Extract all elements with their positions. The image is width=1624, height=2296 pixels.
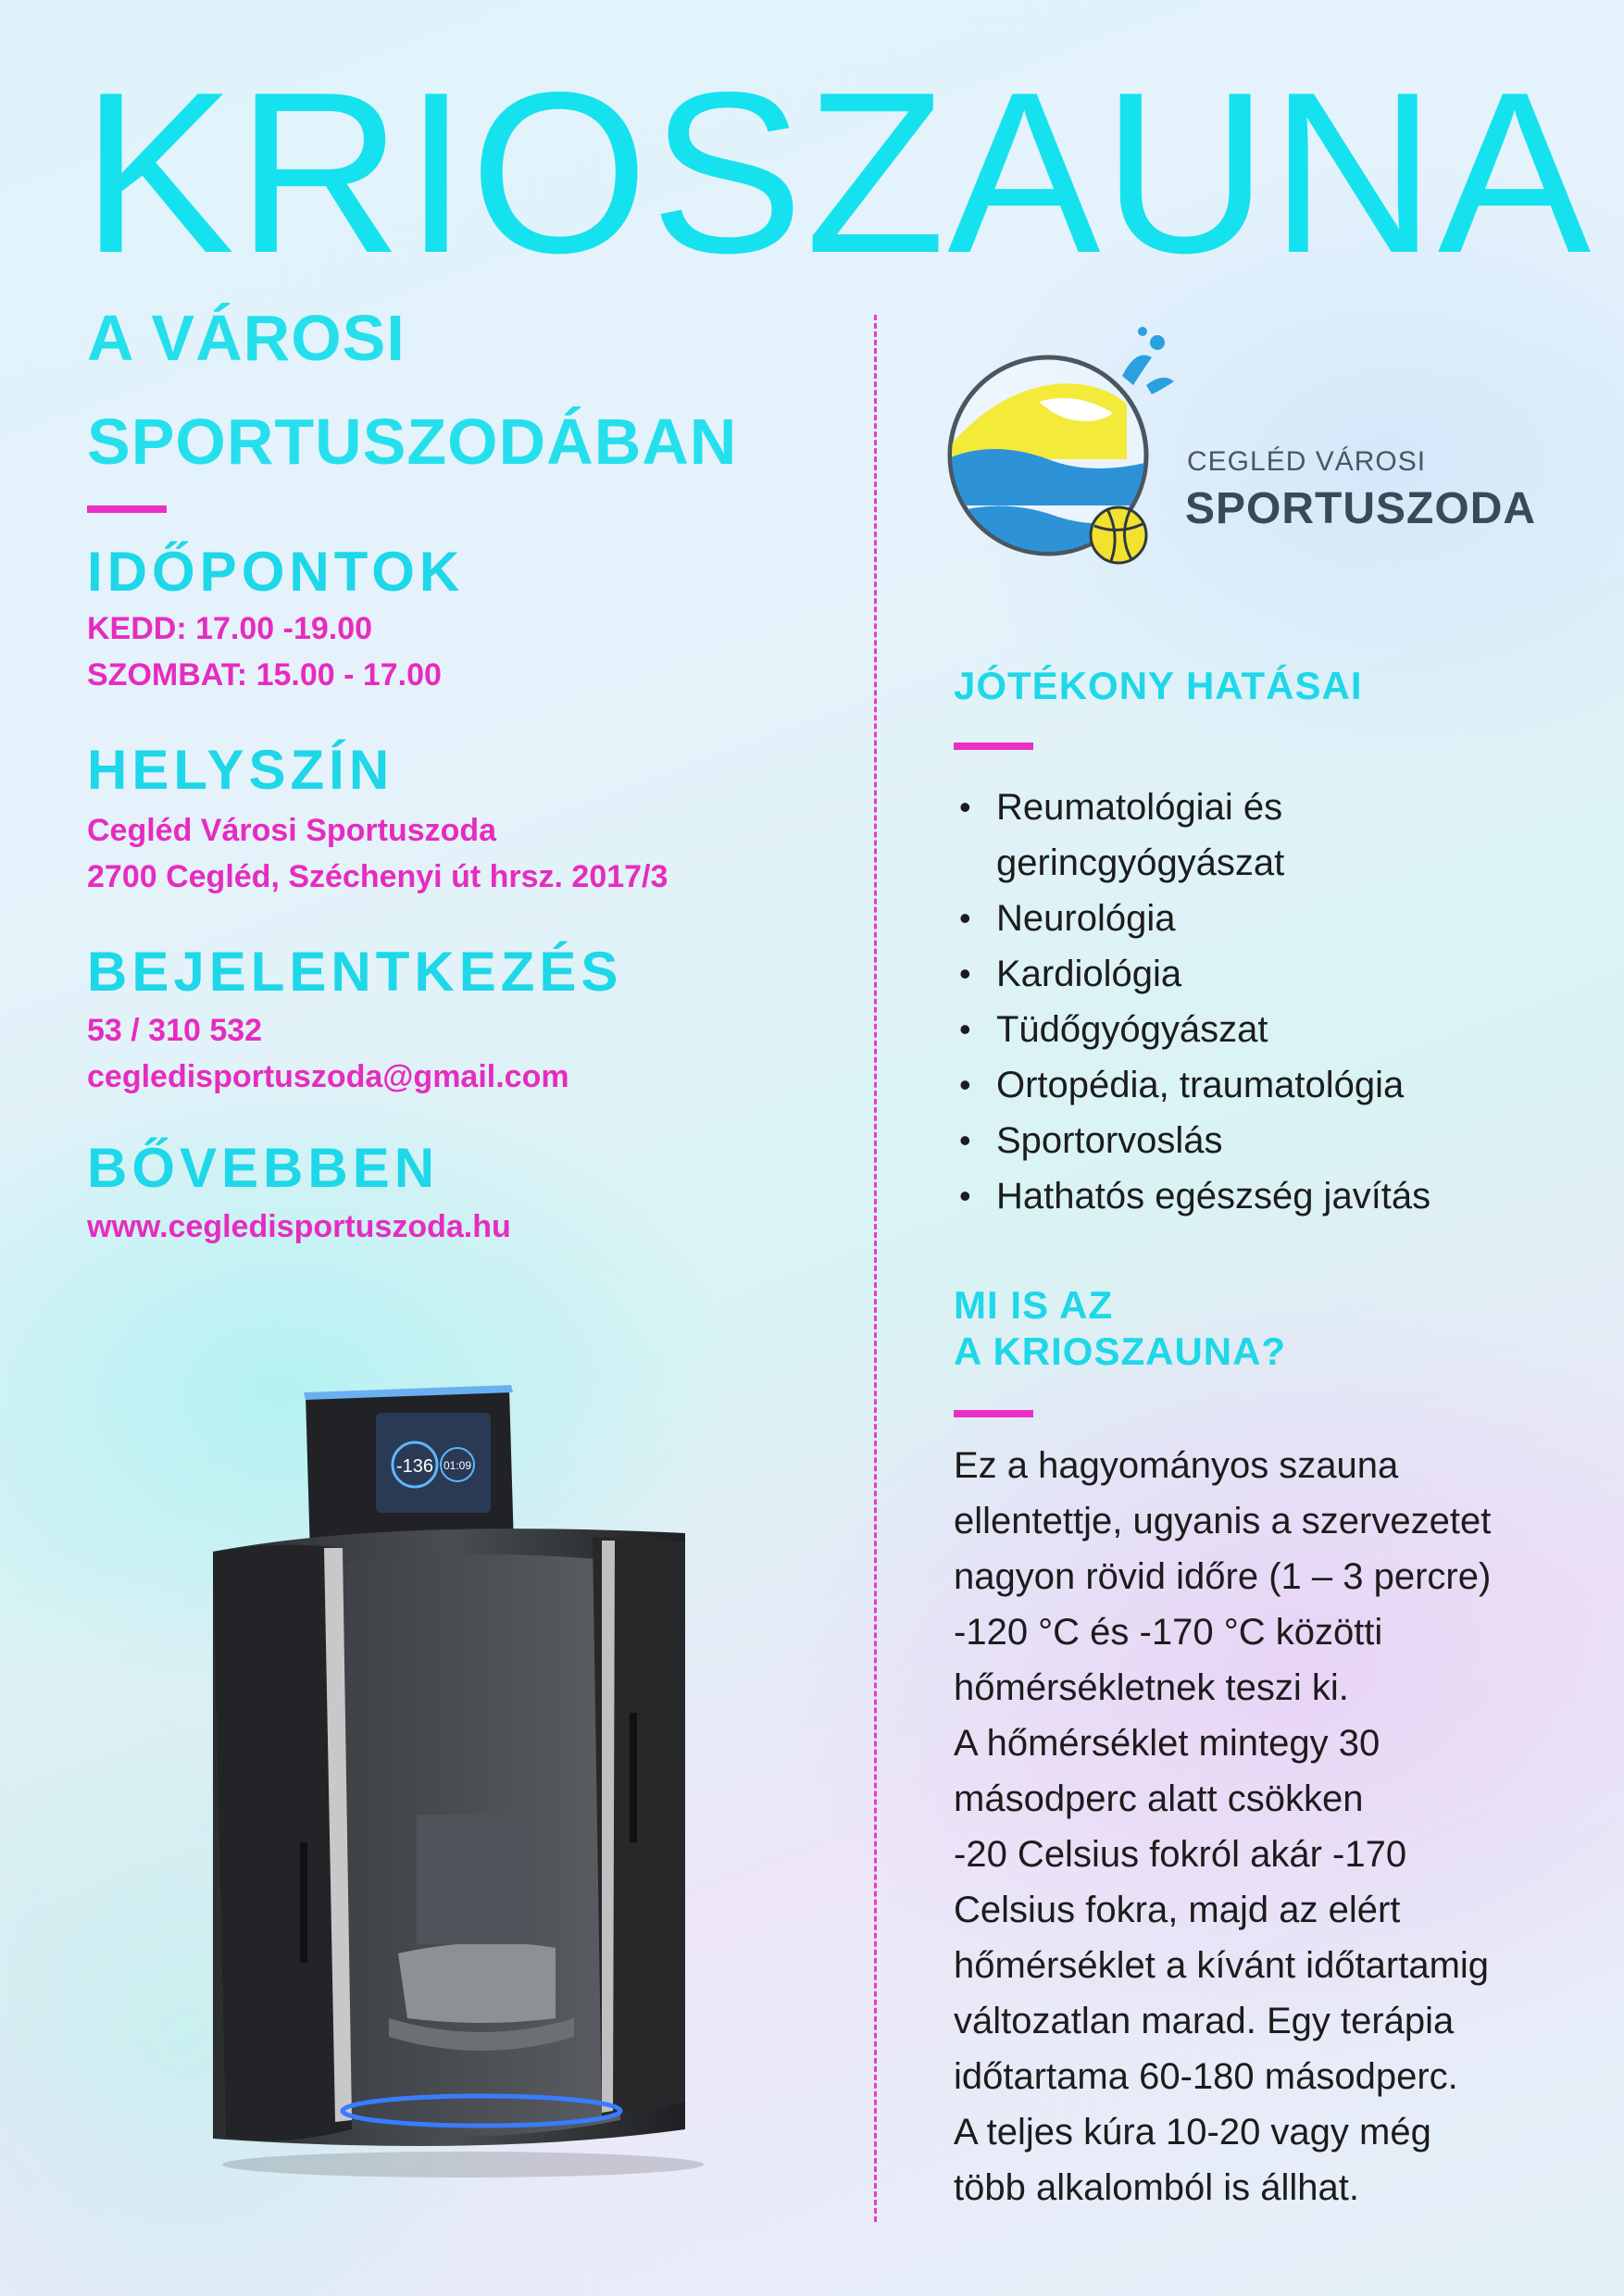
logo-text-line-2: SPORTUSZODA	[1185, 484, 1537, 533]
idopontok-heading: IDŐPONTOK	[87, 541, 465, 603]
cryosauna-cabin-image	[204, 1379, 722, 2194]
about-line: -120 °C és -170 °C közötti	[954, 1612, 1383, 1653]
subtitle-line-2: SPORTUSZODÁBAN	[87, 406, 738, 478]
list-item: • Kardiológia	[954, 946, 1583, 1002]
list-item: • Sportorvoslás	[954, 1113, 1583, 1168]
about-paragraph	[954, 1438, 1583, 2215]
phone-number: 53 / 310 532	[87, 1013, 263, 1048]
about-line: időtartama 60-180 másodperc.	[954, 2056, 1458, 2097]
list-item: • Tüdőgyógyászat	[954, 1002, 1583, 1057]
helyszin-line: 2700 Cegléd, Széchenyi út hrsz. 2017/3	[87, 859, 668, 894]
about-line: változatlan marad. Egy terápia	[954, 2001, 1455, 2041]
about-line: ellentettje, ugyanis a szervezetet	[954, 1501, 1492, 1541]
cabin-display-temp: -136	[395, 1456, 434, 1477]
website-link[interactable]: www.cegledisportuszoda.hu	[87, 1209, 511, 1244]
swimmer-ball-logo-icon	[937, 320, 1178, 570]
helyszin-line: Cegléd Városi Sportuszoda	[87, 813, 497, 848]
idopontok-line: SZOMBAT: 15.00 - 17.00	[87, 657, 442, 693]
about-line: hőmérsékletnek teszi ki.	[954, 1667, 1349, 1708]
left-column	[87, 302, 846, 1250]
bovebben-heading: BŐVEBBEN	[87, 1137, 440, 1199]
about-line: Celsius fokra, majd az elért	[954, 1890, 1401, 1930]
idopontok-line: KEDD: 17.00 -19.00	[87, 611, 373, 646]
page-title: KRIOSZAUNA	[81, 44, 1593, 301]
cabin-display-time: 01:09	[443, 1459, 472, 1472]
cryosauna-cabin-illustration	[204, 1379, 722, 2194]
list-item: • Neurológia	[954, 891, 1583, 946]
bejelentkezes-heading: BEJELENTKEZÉS	[87, 941, 623, 1003]
about-heading-line-1: MI IS AZ	[954, 1283, 1114, 1327]
about-line: A hőmérséklet mintegy 30	[954, 1723, 1380, 1764]
email-address[interactable]: cegledisportuszoda@gmail.com	[87, 1059, 569, 1094]
subtitle-line-1: A VÁROSI	[87, 302, 406, 374]
benefits-heading: JÓTÉKONY HATÁSAI	[954, 664, 1363, 707]
accent-bar	[954, 1410, 1033, 1417]
about-line: A teljes kúra 10-20 vagy még	[954, 2112, 1431, 2152]
about-line: több alkalomból is állhat.	[954, 2167, 1360, 2208]
logo-text-line-1: CEGLÉD VÁROSI	[1187, 446, 1427, 477]
about-line: Ez a hagyományos szauna	[954, 1445, 1399, 1486]
accent-bar	[954, 742, 1033, 750]
dashed-divider	[874, 315, 877, 2222]
benefits-section	[954, 663, 1583, 1224]
list-item: • Ortopédia, traumatológia	[954, 1057, 1583, 1113]
accent-bar	[87, 505, 167, 513]
list-item: • Hathatós egészség javítás	[954, 1168, 1583, 1224]
about-heading-line-2: A KRIOSZAUNA?	[954, 1329, 1287, 1373]
about-line: -20 Celsius fokról akár -170	[954, 1834, 1407, 1875]
helyszin-heading: HELYSZÍN	[87, 739, 394, 801]
about-line: másodperc alatt csökken	[954, 1778, 1364, 1819]
about-section	[954, 1282, 1583, 2215]
about-line: nagyon rövid időre (1 – 3 percre)	[954, 1556, 1492, 1597]
sportuszoda-logo	[937, 320, 1548, 570]
benefits-list	[954, 780, 1583, 1224]
list-item: • Reumatológiai és gerincgyógyászat	[954, 780, 1583, 891]
about-line: hőmérséklet a kívánt időtartamig	[954, 1945, 1490, 1986]
